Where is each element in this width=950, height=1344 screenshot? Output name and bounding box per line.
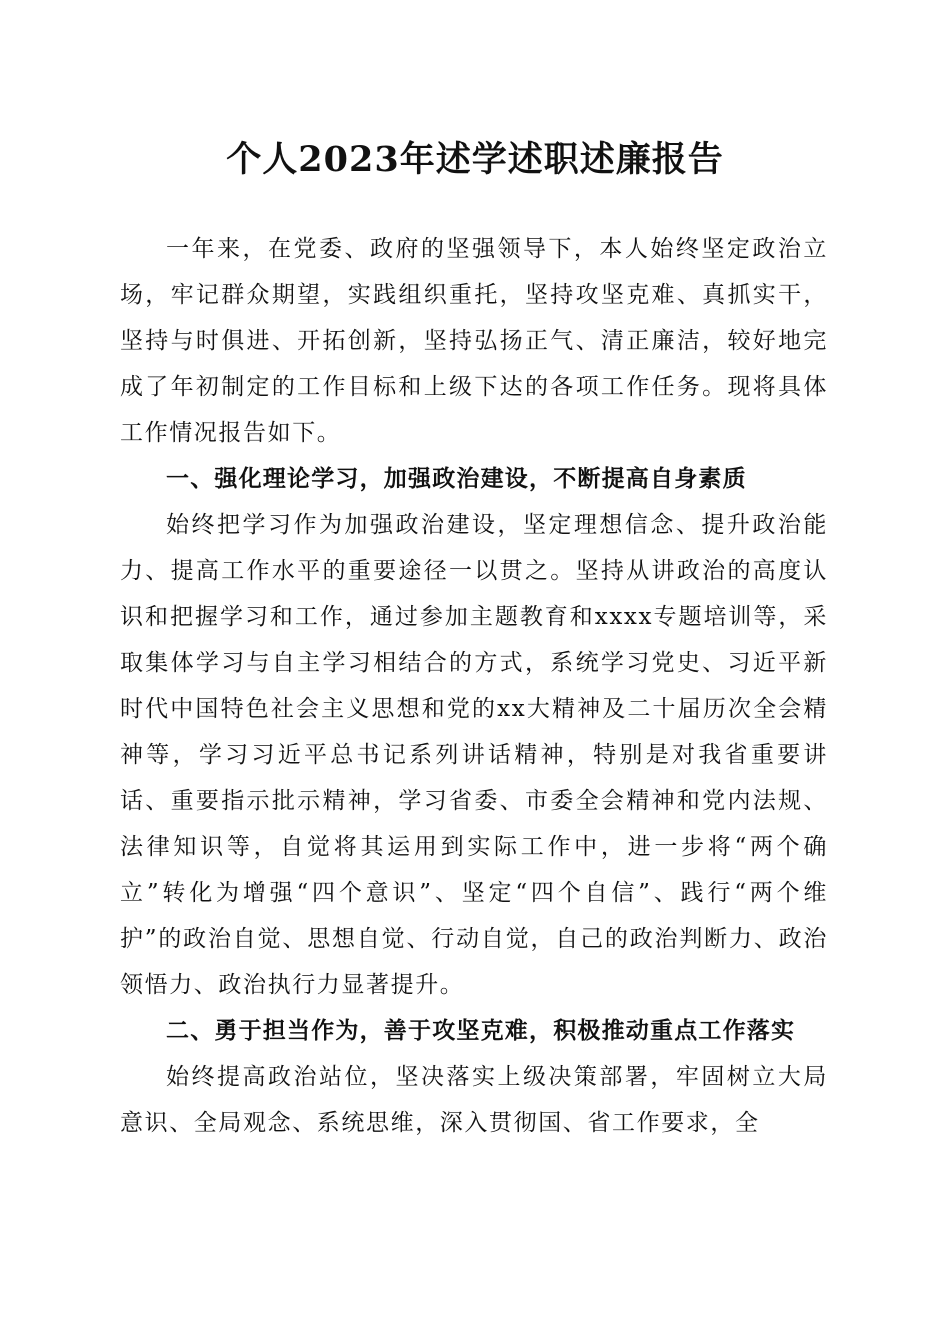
section-2-paragraph: 始终提高政治站位，坚决落实上级决策部署，牢固树立大局意识、全局观念、系统思维，深入贯彻国、省工作要求，全 [120, 1064, 828, 1136]
section-heading-1: 一、强化理论学习，加强政治建设，不断提高自身素质 [166, 466, 747, 492]
intro-paragraph: 一年来，在党委、政府的坚强领导下，本人始终坚定政治立场，牢记群众期望，实践组织重托，坚持攻坚克难、真抓实干，坚持与时俱进、开拓创新，坚持弘扬正气、清正廉洁，较好地完成了年初制定的工作目标和上级下达的各项工作任务。现将具体工作情况报告如下。 [120, 236, 828, 446]
document-body [120, 226, 828, 1146]
section-1-paragraph: 始终把学习作为加强政治建设，坚定理想信念、提升政治能力、提高工作水平的重要途径一以贯之。坚持从讲政治的高度认识和把握学习和工作，通过参加主题教育和xxxx专题培训等，采取集体学习与自主学习相结合的方式，系统学习党史、习近平新时代中国特色社会主义思想和党的xx大精神及二十届历次全会精神等，学习习近平总书记系列讲话精神，特别是对我省重要讲话、重要指示批示精神，学习省委、市委全会精神和党内法规、法律知识等，自觉将其运用到实际工作中，进一步将“两个确立”转化为增强“四个意识”、坚定“四个自信”、践行“两个维护”的政治自觉、思想自觉、行动自觉，自己的政治判断力、政治领悟力、政治执行力显著提升。 [120, 512, 828, 998]
section-heading-2: 二、勇于担当作为，善于攻坚克难，积极推动重点工作落实 [166, 1018, 796, 1044]
document-title: 个人2023年述学述职述廉报告 [226, 139, 724, 180]
